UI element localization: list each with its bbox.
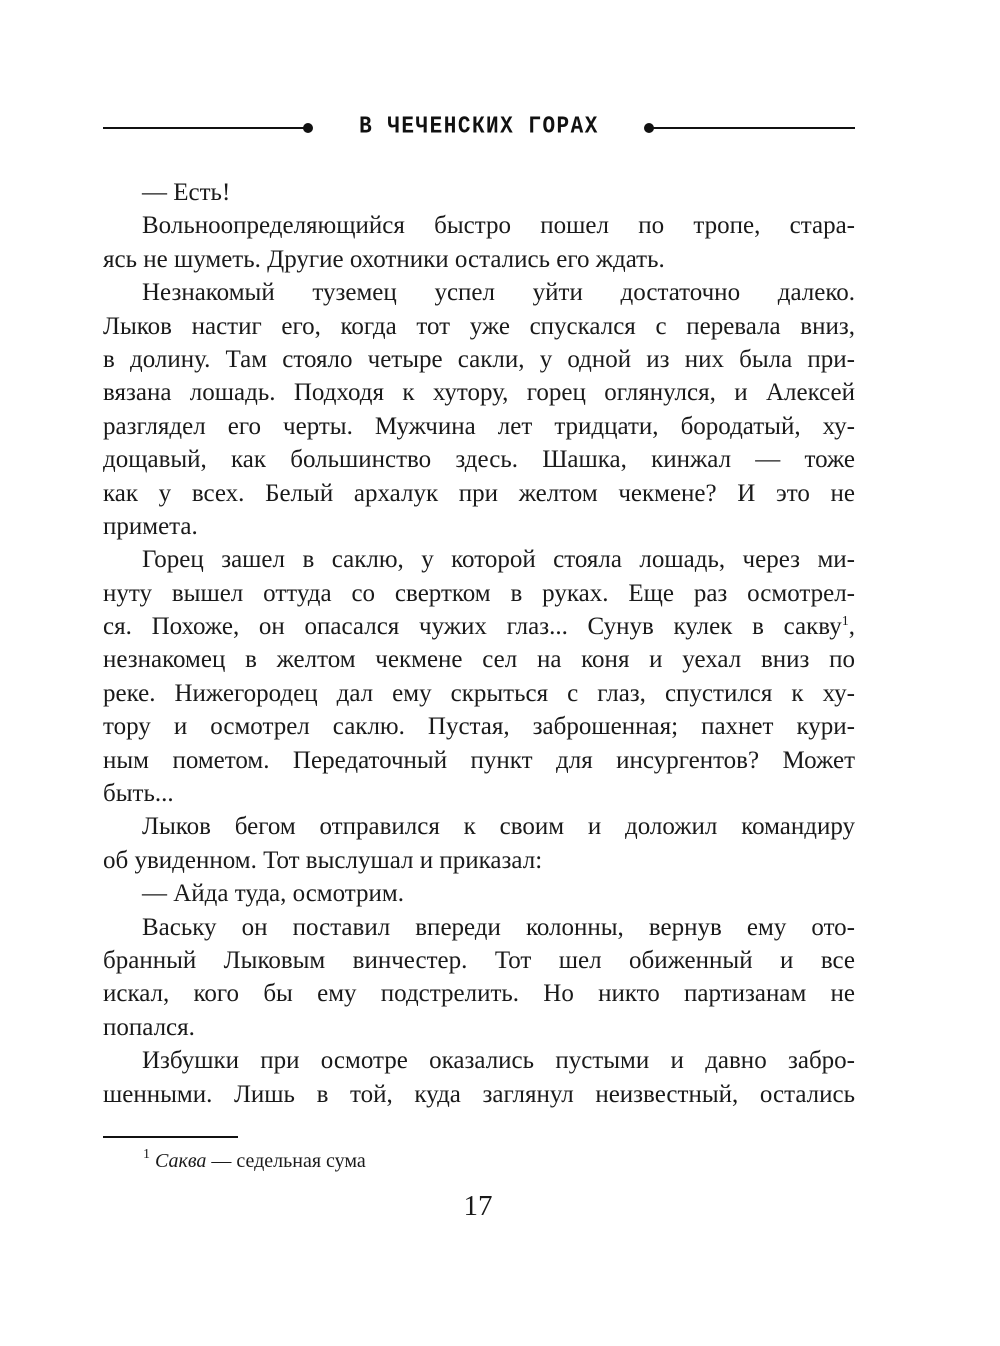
text-line bbox=[103, 844, 855, 877]
text-line-tail: , bbox=[848, 613, 855, 641]
text-line bbox=[103, 710, 855, 743]
header-rule-right bbox=[650, 127, 855, 129]
text-line bbox=[103, 376, 855, 409]
footnote-mark: 1 bbox=[143, 1147, 150, 1162]
text-line bbox=[103, 1078, 855, 1111]
text-line bbox=[103, 410, 855, 443]
footnote-definition: — седельная сума bbox=[206, 1150, 366, 1172]
text-line-content: вязана лошадь. Подходя к хутору, горец оглянулся, и Алексей bbox=[103, 379, 855, 407]
text-line-content: Избушки при осмотре оказались пустыми и давно забро- bbox=[142, 1047, 855, 1075]
header-rule-left bbox=[103, 127, 306, 129]
text-line bbox=[103, 176, 855, 209]
text-line bbox=[103, 810, 855, 843]
page-number: 17 bbox=[463, 1190, 493, 1222]
text-line bbox=[103, 443, 855, 476]
text-line bbox=[103, 877, 855, 910]
text-line-content: ным пометом. Передаточный пункт для инсургентов? Может bbox=[103, 746, 855, 774]
text-line bbox=[103, 310, 855, 343]
text-line bbox=[103, 577, 855, 610]
text-line-content: дощавый, как большинство здесь. Шашка, кинжал — тоже bbox=[103, 446, 855, 474]
running-header: В ЧЕЧЕНСКИХ ГОРАХ bbox=[359, 114, 599, 141]
text-line bbox=[103, 610, 855, 643]
text-line bbox=[103, 744, 855, 777]
footnote-term: Саква bbox=[155, 1150, 207, 1172]
text-line bbox=[103, 1044, 855, 1077]
text-line bbox=[103, 944, 855, 977]
text-line-content: шенными. Лишь в той, куда заглянул неизвестный, остались bbox=[103, 1080, 855, 1108]
text-line-content: Незнакомый туземец успел уйти достаточно далеко. bbox=[142, 279, 855, 307]
text-line bbox=[103, 977, 855, 1010]
text-line bbox=[103, 510, 855, 543]
text-line-content: попался. bbox=[103, 1013, 195, 1041]
footnote-reference[interactable]: 1 bbox=[841, 614, 849, 630]
text-line bbox=[103, 1011, 855, 1044]
text-line-content: Лыков бегом отправился к своим и доложил командиру bbox=[142, 813, 855, 841]
text-line-content: Горец зашел в саклю, у которой стояла лошадь, через ми- bbox=[142, 546, 855, 574]
text-line-content: разглядел его черты. Мужчина лет тридцати, бородатый, ху- bbox=[103, 412, 855, 440]
text-line-content: примета. bbox=[103, 512, 198, 540]
footnote bbox=[143, 1147, 366, 1173]
text-line-content: ся. Похоже, он опасался чужих глаз... Сунув кулек в сакву bbox=[103, 613, 842, 641]
text-line-content: Ваську он поставил впереди колонны, вернув ему ото- bbox=[142, 913, 855, 941]
text-line-content: незнакомец в желтом чекмене сел на коня и уехал вниз по bbox=[103, 646, 855, 674]
text-line bbox=[103, 543, 855, 576]
text-line-content: как у всех. Белый архалук при желтом чекмене? И это не bbox=[103, 479, 855, 507]
footnote-separator bbox=[103, 1136, 238, 1138]
text-line bbox=[103, 276, 855, 309]
text-line bbox=[103, 677, 855, 710]
text-line-content: Лыков настиг его, когда тот уже спускался с перевала вниз, bbox=[103, 312, 855, 340]
text-line-content: Вольноопределяющийся быстро пошел по тропе, стара- bbox=[142, 212, 855, 240]
header-dot-left bbox=[303, 123, 313, 133]
text-line bbox=[103, 777, 855, 810]
text-line-content: — Есть! bbox=[142, 179, 231, 206]
text-line bbox=[103, 477, 855, 510]
text-line-content: быть... bbox=[103, 780, 174, 808]
body-text bbox=[103, 176, 855, 1111]
text-line bbox=[103, 643, 855, 676]
text-line-content: в долину. Там стояло четыре сакли, у одной из них была при- bbox=[103, 345, 855, 373]
text-line bbox=[103, 209, 855, 242]
text-line bbox=[103, 911, 855, 944]
text-line-content: тору и осмотрел саклю. Пустая, заброшенная; пахнет кури- bbox=[103, 713, 855, 741]
text-line-content: — Айда туда, осмотрим. bbox=[142, 880, 404, 908]
text-line-content: ясь не шуметь. Другие охотники остались его ждать. bbox=[103, 245, 665, 273]
text-line bbox=[103, 343, 855, 376]
text-line-content: нуту вышел оттуда со свертком в руках. Еще раз осмотрел- bbox=[103, 579, 855, 607]
text-line-content: бранный Лыковым винчестер. Тот шел обиженный и все bbox=[103, 946, 855, 974]
text-line bbox=[103, 243, 855, 276]
text-line-content: искал, кого бы ему подстрелить. Но никто партизанам не bbox=[103, 980, 855, 1008]
text-line-content: об увиденном. Тот выслушал и приказал: bbox=[103, 846, 543, 874]
text-line-content: реке. Нижегородец дал ему скрыться с глаз, спустился к ху- bbox=[103, 679, 855, 707]
